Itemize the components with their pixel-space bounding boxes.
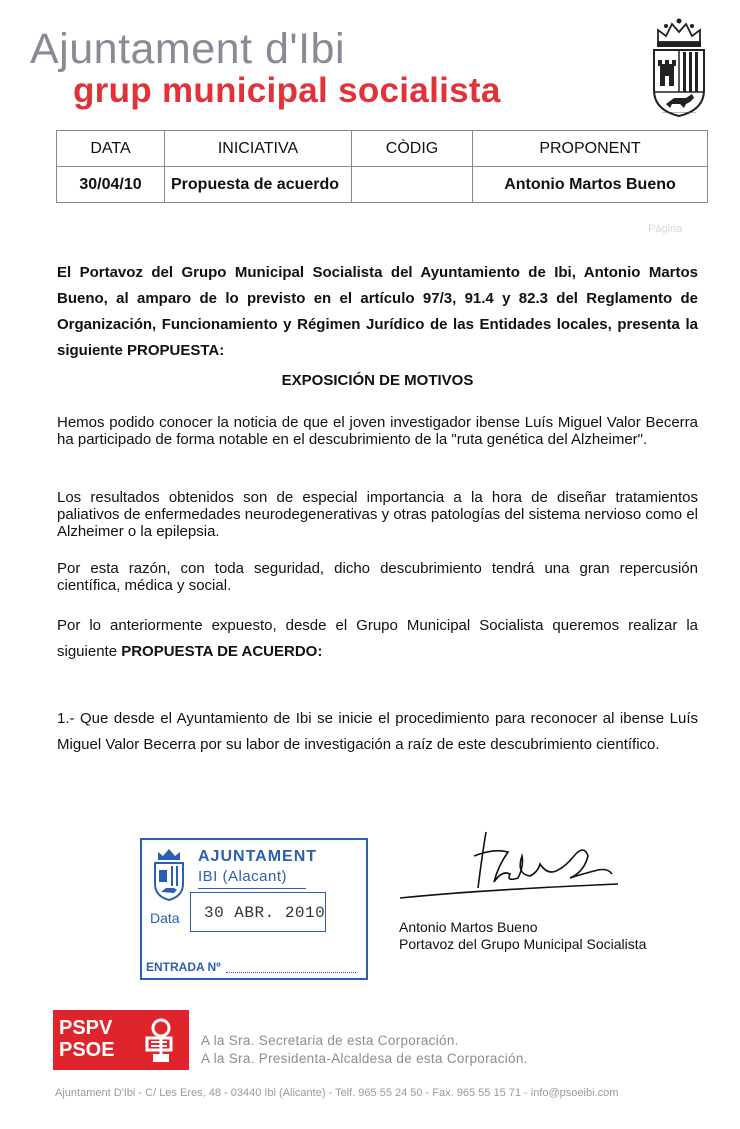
stamp-entry-label: ENTRADA Nº [146,960,221,974]
fist-rose-icon [131,1016,183,1064]
table-header-row [57,131,708,167]
col-header-iniciativa: INICIATIVA [165,131,352,167]
stamp-date-value: 30 ABR. 2010 [204,904,326,922]
crest-caption: ────────── [662,110,696,116]
col-header-proponent: PROPONENT [473,131,708,167]
closing-emphasis: PROPUESTA DE ACUERDO: [121,643,323,660]
stamp-entry-line [226,972,356,973]
intro-text: El Portavoz del Grupo Municipal Socialista del Ayuntamiento de Ibi, Antonio Martos Bueno, al amparo de lo previsto en el artículo 97/3, 91.4 y 82.3 del Reglamento de Organización, Funcionamiento y Régimen Jurídico de las Entidades locales, presenta la siguiente [57,264,698,359]
signature-image [398,826,628,906]
cell-date: 30/04/10 [57,167,165,203]
signer-block [399,919,646,953]
cell-code [352,167,473,203]
signer-name: Antonio Martos Bueno [399,919,538,935]
stamp-date-label: Data [150,910,180,926]
signer-title: Portavoz del Grupo Municipal Socialista [399,936,647,952]
addressee-mayor: A la Sra. Presidenta-Alcaldesa de esta Corporación. [201,1051,528,1066]
stamp-location: IBI (Alacant) [198,868,288,885]
logo-line-2: PSOE [59,1039,115,1061]
paragraph-1: Hemos podido conocer la noticia de que el joven investigador ibense Luís Miguel Valor Becerra ha participado de forma notable en el descubrimiento de la "ruta genética del Alzheimer". [57,414,698,448]
coat-of-arms-icon [646,12,712,124]
addressees [201,1032,528,1068]
paragraph-2: Los resultados obtenidos son de especial importancia a la hora de diseñar tratamientos paliativos de enfermedades neurodegenerativas y otras patologías del sistema nervioso como el Alzheimer o la epilepsia. [57,489,698,540]
faint-page-mark: Página [648,223,683,235]
group-name: grup municipal socialista [73,71,501,110]
intro-emphasis: PROPUESTA: [127,342,225,359]
col-header-codig: CÒDIG [352,131,473,167]
registry-stamp [140,838,368,980]
institution-name: Ajuntament d'Ibi [30,25,346,73]
logo-text [59,1017,115,1061]
stamp-divider [198,888,306,889]
addressee-secretary: A la Sra. Secretaria de esta Corporación. [201,1033,459,1048]
section-heading: EXPOSICIÓN DE MOTIVOS [281,372,474,389]
logo-line-1: PSPV [59,1017,113,1039]
stamp-title: AJUNTAMENT [198,848,318,865]
closing-paragraph [57,613,698,665]
cell-initiative: Propuesta de acuerdo [165,167,352,203]
pspv-psoe-logo [53,1010,189,1070]
footer-contact: Ajuntament D'Ibi - C/ Les Eres, 48 - 03440 Ibi (Alicante) - Telf. 965 55 24 50 - Fax. 965 55 15 71 - info@psoeibi.com [55,1087,619,1099]
closing-text: Por lo anteriormente expuesto, desde el Grupo Municipal Socialista queremos realizar la siguiente [57,617,698,660]
agreement-point: 1.- Que desde el Ayuntamiento de Ibi se inicie el procedimiento para reconocer al ibense Luís Miguel Valor Becerra por su labor de investigación a raíz de este descubrimiento científico. [57,710,698,753]
intro-paragraph [57,260,698,364]
info-table [56,130,708,203]
stamp-crest-icon [152,846,186,902]
paragraph-3: Por esta razón, con toda seguridad, dicho descubrimiento tendrá una gran repercusión científica, médica y social. [57,560,698,594]
cell-proponent: Antonio Martos Bueno [473,167,708,203]
col-header-data: DATA [57,131,165,167]
table-row [57,167,708,203]
